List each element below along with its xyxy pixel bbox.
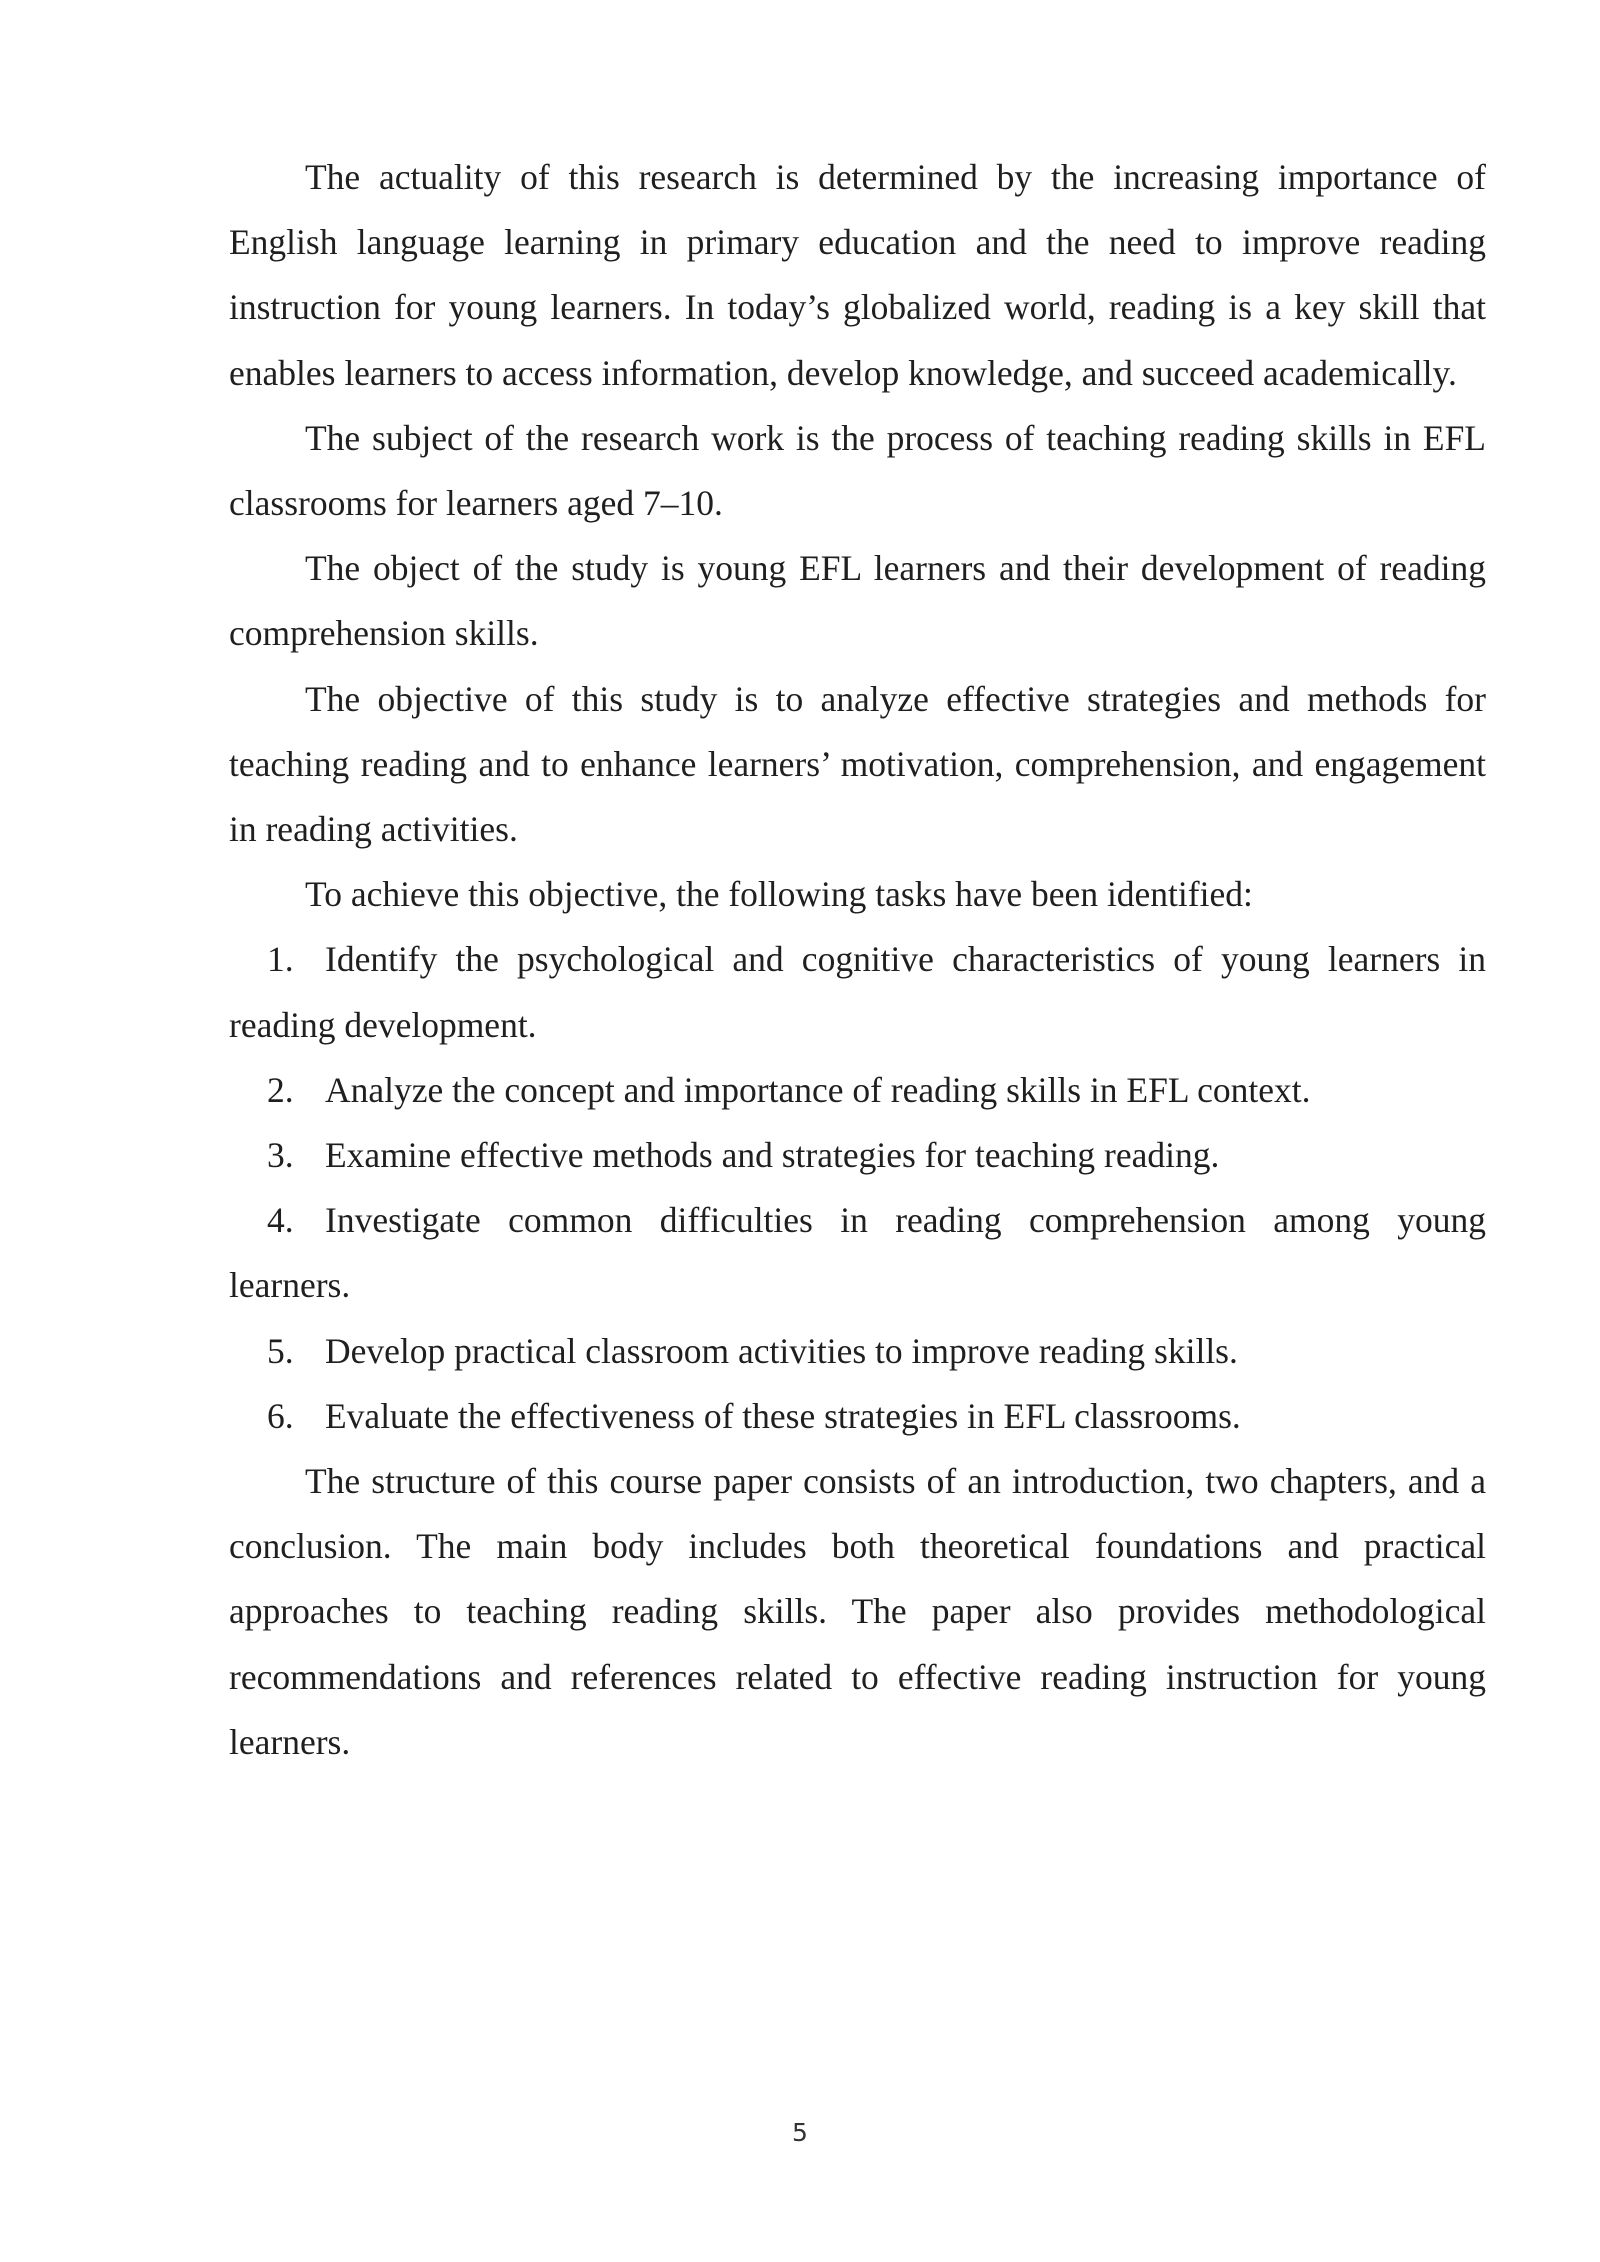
task-text: Examine effective methods and strategies for teaching reading.: [325, 1135, 1220, 1176]
paragraph-tasks-intro: To achieve this objective, the following tasks have been identified:: [305, 874, 1253, 915]
task-item: [229, 1123, 1486, 1188]
page-number: 5: [792, 2118, 808, 2147]
task-text: Develop practical classroom activities to improve reading skills.: [325, 1330, 1238, 1371]
paragraph-object: The object of the study is young EFL learners and their development of reading comprehension skills.: [229, 548, 1486, 654]
task-number: 1.: [267, 939, 294, 980]
task-item: [229, 1188, 1486, 1318]
task-text: Analyze the concept and importance of reading skills in EFL context.: [325, 1069, 1311, 1110]
task-text: Evaluate the effectiveness of these strategies in EFL classrooms.: [325, 1395, 1241, 1436]
task-item: [229, 1384, 1486, 1449]
task-item: [229, 1058, 1486, 1123]
task-number: 2.: [267, 1069, 294, 1110]
document-body: [229, 145, 1486, 1775]
task-number: 3.: [267, 1135, 294, 1176]
task-text: Investigate common difficulties in reading comprehension among young learners.: [229, 1200, 1486, 1306]
task-text: Identify the psychological and cognitive characteristics of young learners in reading development.: [229, 939, 1486, 1045]
paragraph-subject: The subject of the research work is the process of teaching reading skills in EFL classrooms for learners aged 7–10.: [229, 417, 1486, 524]
task-number: 6.: [267, 1395, 294, 1436]
task-list: [229, 927, 1486, 1449]
paragraph-actuality: The actuality of this research is determined by the increasing importance of English language learning in primary education and the need to improve reading instruction for young learners. In today’s globalized world, reading is a key skill that enables learners to access information, develop knowledge, and succeed academically.: [229, 157, 1486, 393]
task-item: [229, 927, 1486, 1057]
task-number: 4.: [267, 1200, 294, 1241]
task-item: [229, 1319, 1486, 1384]
paragraph-structure: The structure of this course paper consists of an introduction, two chapters, and a conclusion. The main body includes both theoretical foundations and practical approaches to teaching reading skills. The paper also provides methodological recommendations and references related to effective reading instruction for young learners.: [229, 1461, 1486, 1762]
task-number: 5.: [267, 1330, 294, 1371]
paragraph-objective: The objective of this study is to analyze effective strategies and methods for teaching reading and to enhance learners’ motivation, comprehension, and engagement in reading activities.: [229, 678, 1486, 850]
